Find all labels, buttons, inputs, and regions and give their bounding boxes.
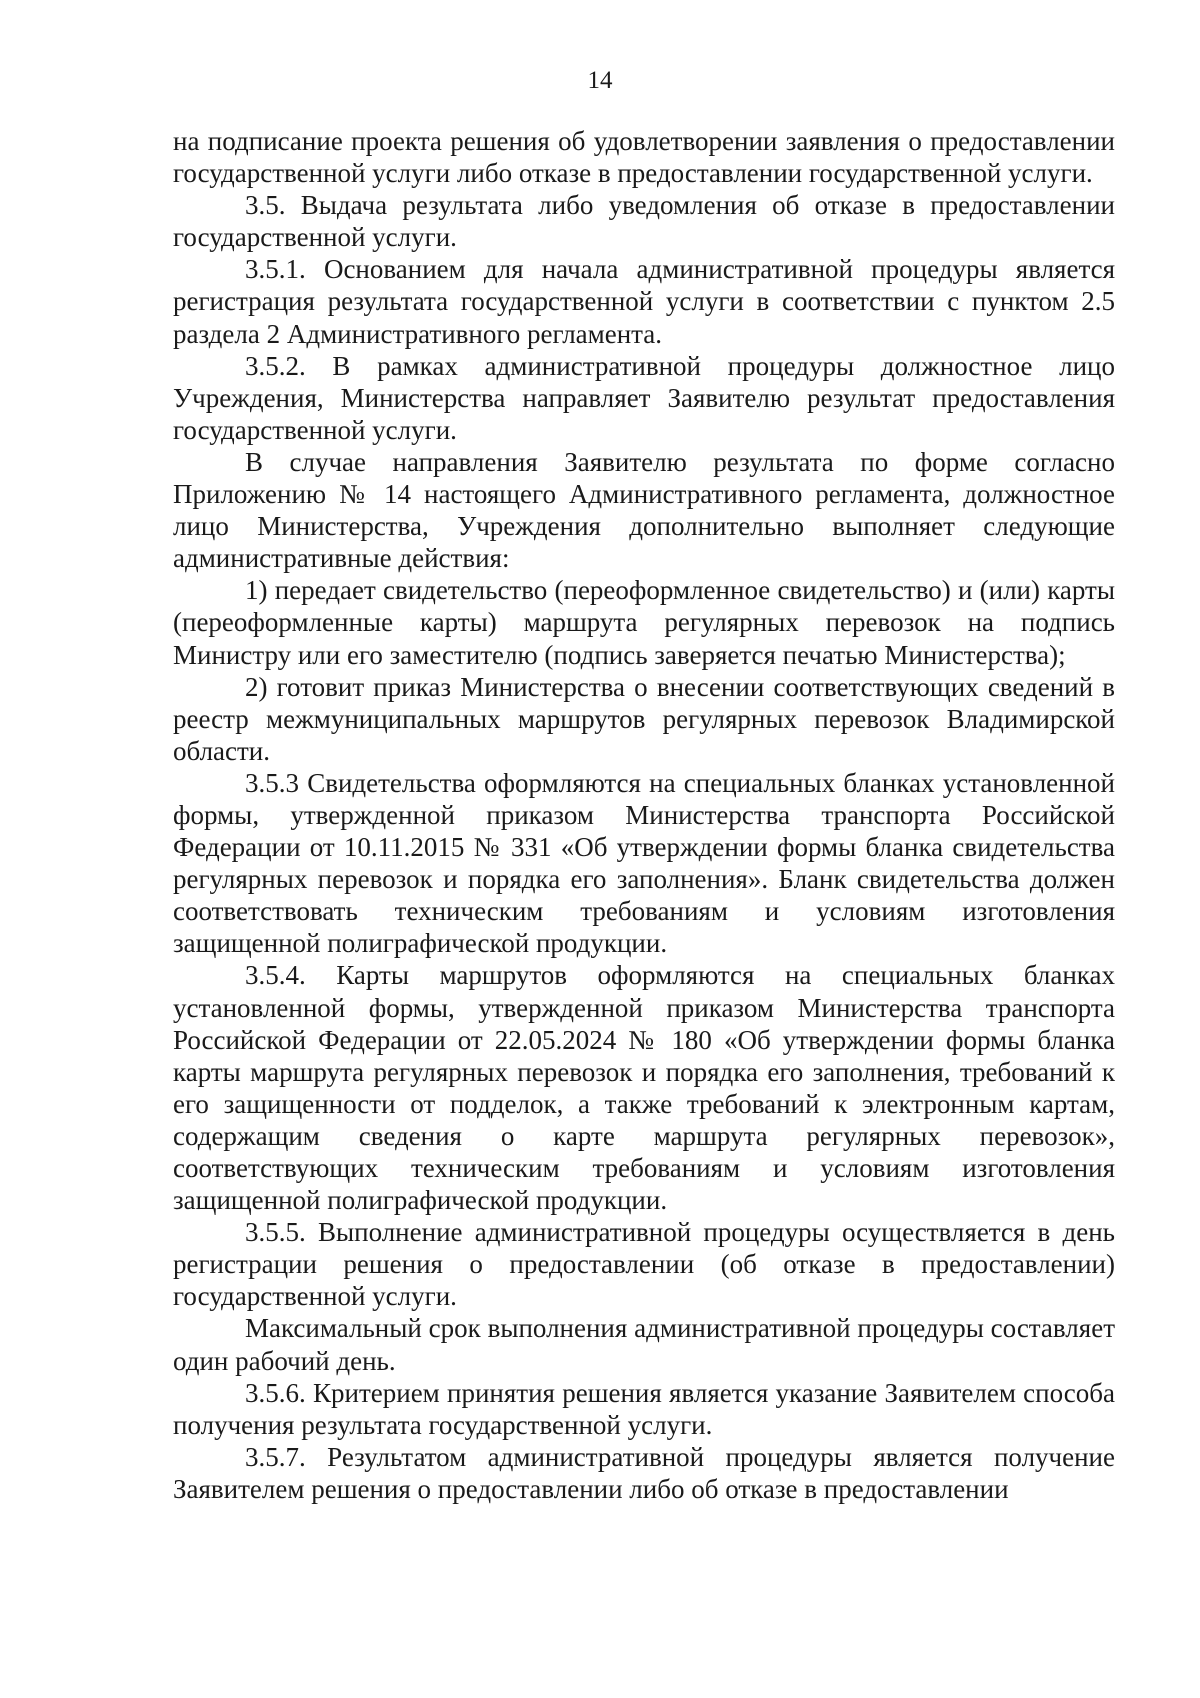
paragraph: 3.5.4. Карты маршрутов оформляются на специальных бланках установленной формы, утвержденной приказом Министерства транспорта Российской Федерации от 22.05.2024 № 180 «Об утверждении формы бланка карты маршрута регулярных перевозок и порядка его заполнения, требований к его защищенности от подделок, а также требований к электронным картам, содержащим сведения о карте маршрута регулярных перевозок», соответствующих техническим требованиям и условиям изготовления защищенной полиграфической продукции. [173, 960, 1115, 1216]
paragraph: 1) передает свидетельство (переоформленное свидетельство) и (или) карты (переоформленные карты) маршрута регулярных перевозок на подпись Министру или его заместителю (подпись заверяется печатью Министерства); [173, 575, 1115, 670]
paragraph: 3.5.3 Свидетельства оформляются на специальных бланках установленной формы, утвержденной приказом Министерства транспорта Российской Федерации от 10.11.2015 № 331 «Об утверждении формы бланка свидетельства регулярных перевозок и порядка его заполнения». Бланк свидетельства должен соответствовать техническим требованиям и условиям изготовления защищенной полиграфической продукции. [173, 767, 1115, 959]
paragraph: 2) готовит приказ Министерства о внесении соответствующих сведений в реестр межмуниципальных маршрутов регулярных перевозок Владимирской области. [173, 671, 1115, 766]
paragraph: 3.5.7. Результатом административной процедуры является получение Заявителем решения о предоставлении либо об отказе в предоставлении [173, 1441, 1115, 1504]
paragraph: 3.5.6. Критерием принятия решения является указание Заявителем способа получения результата государственной услуги. [173, 1377, 1115, 1440]
paragraph: на подписание проекта решения об удовлетворении заявления о предоставлении государственной услуги либо отказе в предоставлении государственной услуги. [173, 126, 1115, 189]
page-number: 14 [587, 67, 613, 94]
paragraph: 3.5.2. В рамках административной процедуры должностное лицо Учреждения, Министерства направляет Заявителю результат предоставления государственной услуги. [173, 350, 1115, 445]
paragraph: 3.5. Выдача результата либо уведомления об отказе в предоставлении государственной услуги. [173, 190, 1115, 253]
paragraph: Максимальный срок выполнения административной процедуры составляет один рабочий день. [173, 1313, 1115, 1376]
document-body [173, 125, 1115, 1505]
paragraph: 3.5.5. Выполнение административной процедуры осуществляется в день регистрации решения о предоставлении (об отказе в предоставлении) государственной услуги. [173, 1217, 1115, 1312]
paragraph: В случае направления Заявителю результата по форме согласно Приложению № 14 настоящего Административного регламента, должностное лицо Министерства, Учреждения дополнительно выполняет следующие административные действия: [173, 446, 1115, 574]
paragraph: 3.5.1. Основанием для начала административной процедуры является регистрация результата государственной услуги в соответствии с пунктом 2.5 раздела 2 Административного регламента. [173, 254, 1115, 349]
